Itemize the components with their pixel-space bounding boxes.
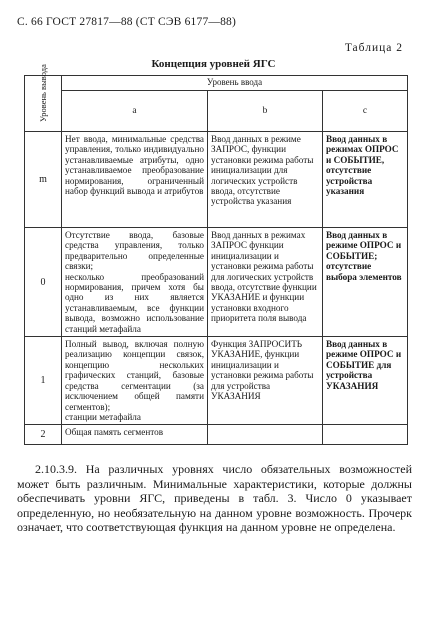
cell-c: Ввод данных в режимах ОПРОС и СОБЫТИЕ, отсутствие устройства указания xyxy=(323,132,408,228)
column-header-b: b xyxy=(208,91,323,132)
row-level: 2 xyxy=(25,425,62,445)
cell-b: Ввод данных в режимах ЗАПРОС функции инициализации и установки режима работы для логических устройств ввода, отсутствие функции УКАЗАНИЕ и функции установки входного приоритета поля вывода xyxy=(208,228,323,337)
cell-a: Нет ввода, минимальные средства управления, только индивидуально устанавливаемые атрибуты, одно устанавливаемое преобразование нормирования, ограниченный набор функций вывода и атрибутов xyxy=(62,132,208,228)
row-level: 0 xyxy=(25,228,62,337)
output-level-header: Уровень вывода xyxy=(25,76,62,132)
cell-c: Ввод данных в режиме ОПРОС и СОБЫТИЕ; отсутствие выбора элементов xyxy=(323,228,408,337)
cell-c: Ввод данных в режиме ОПРОС и СОБЫТИЕ для устройства УКАЗАНИЯ xyxy=(323,337,408,425)
table-row xyxy=(25,425,408,445)
table-header-row xyxy=(25,76,408,91)
cell-b: Ввод данных в режиме ЗАПРОС, функции установки режима работы инициализации для логических устройств ввода, отсутствие устройства указания xyxy=(208,132,323,228)
cell-b xyxy=(208,425,323,445)
input-level-header: Уровень ввода xyxy=(62,76,408,91)
cell-c xyxy=(323,425,408,445)
table-row xyxy=(25,337,408,425)
cell-b: Функция ЗАПРОСИТЬ УКАЗАНИЕ, функции инициализации и установки режима работы для устройства УКАЗАНИЯ xyxy=(208,337,323,425)
column-letters-row xyxy=(25,91,408,132)
body-paragraph: 2.10.3.9. На различных уровнях число обязательных возможностей может быть различным. Минимальные характеристики, которые должны обеспечивать уровни ЯГС, приведены в табл. 3. Число 0 указывает определенную, но необязательную на данном уровне возможность. Прочерк означает, что соответствующая функция на данном уровне не определена. xyxy=(17,462,412,535)
table-row xyxy=(25,132,408,228)
row-level: 1 xyxy=(25,337,62,425)
table-number: Таблица 2 xyxy=(344,42,403,54)
column-header-a: a xyxy=(62,91,208,132)
table-title: Концепция уровней ЯГС xyxy=(151,58,276,70)
table-row xyxy=(25,228,408,337)
column-header-c: c xyxy=(323,91,408,132)
cell-a: Полный вывод, включая полную реализацию концепции связок, концепцию нескольких графических станций, базовые средства сегментации (за исключением общей памяти сегментов); станции метафайла xyxy=(62,337,208,425)
page-header: С. 66 ГОСТ 27817—88 (СТ СЭВ 6177—88) xyxy=(17,16,237,28)
cell-a: Общая память сегментов xyxy=(62,425,208,445)
row-level: m xyxy=(25,132,62,228)
cell-a: Отсутствие ввода, базовые средства управления, только предварительно определенные связки; несколько преобразований нормирования, причем хотя бы одно из них является устанавливаемым, все функции вывода, возможно использование станций метафайла xyxy=(62,228,208,337)
